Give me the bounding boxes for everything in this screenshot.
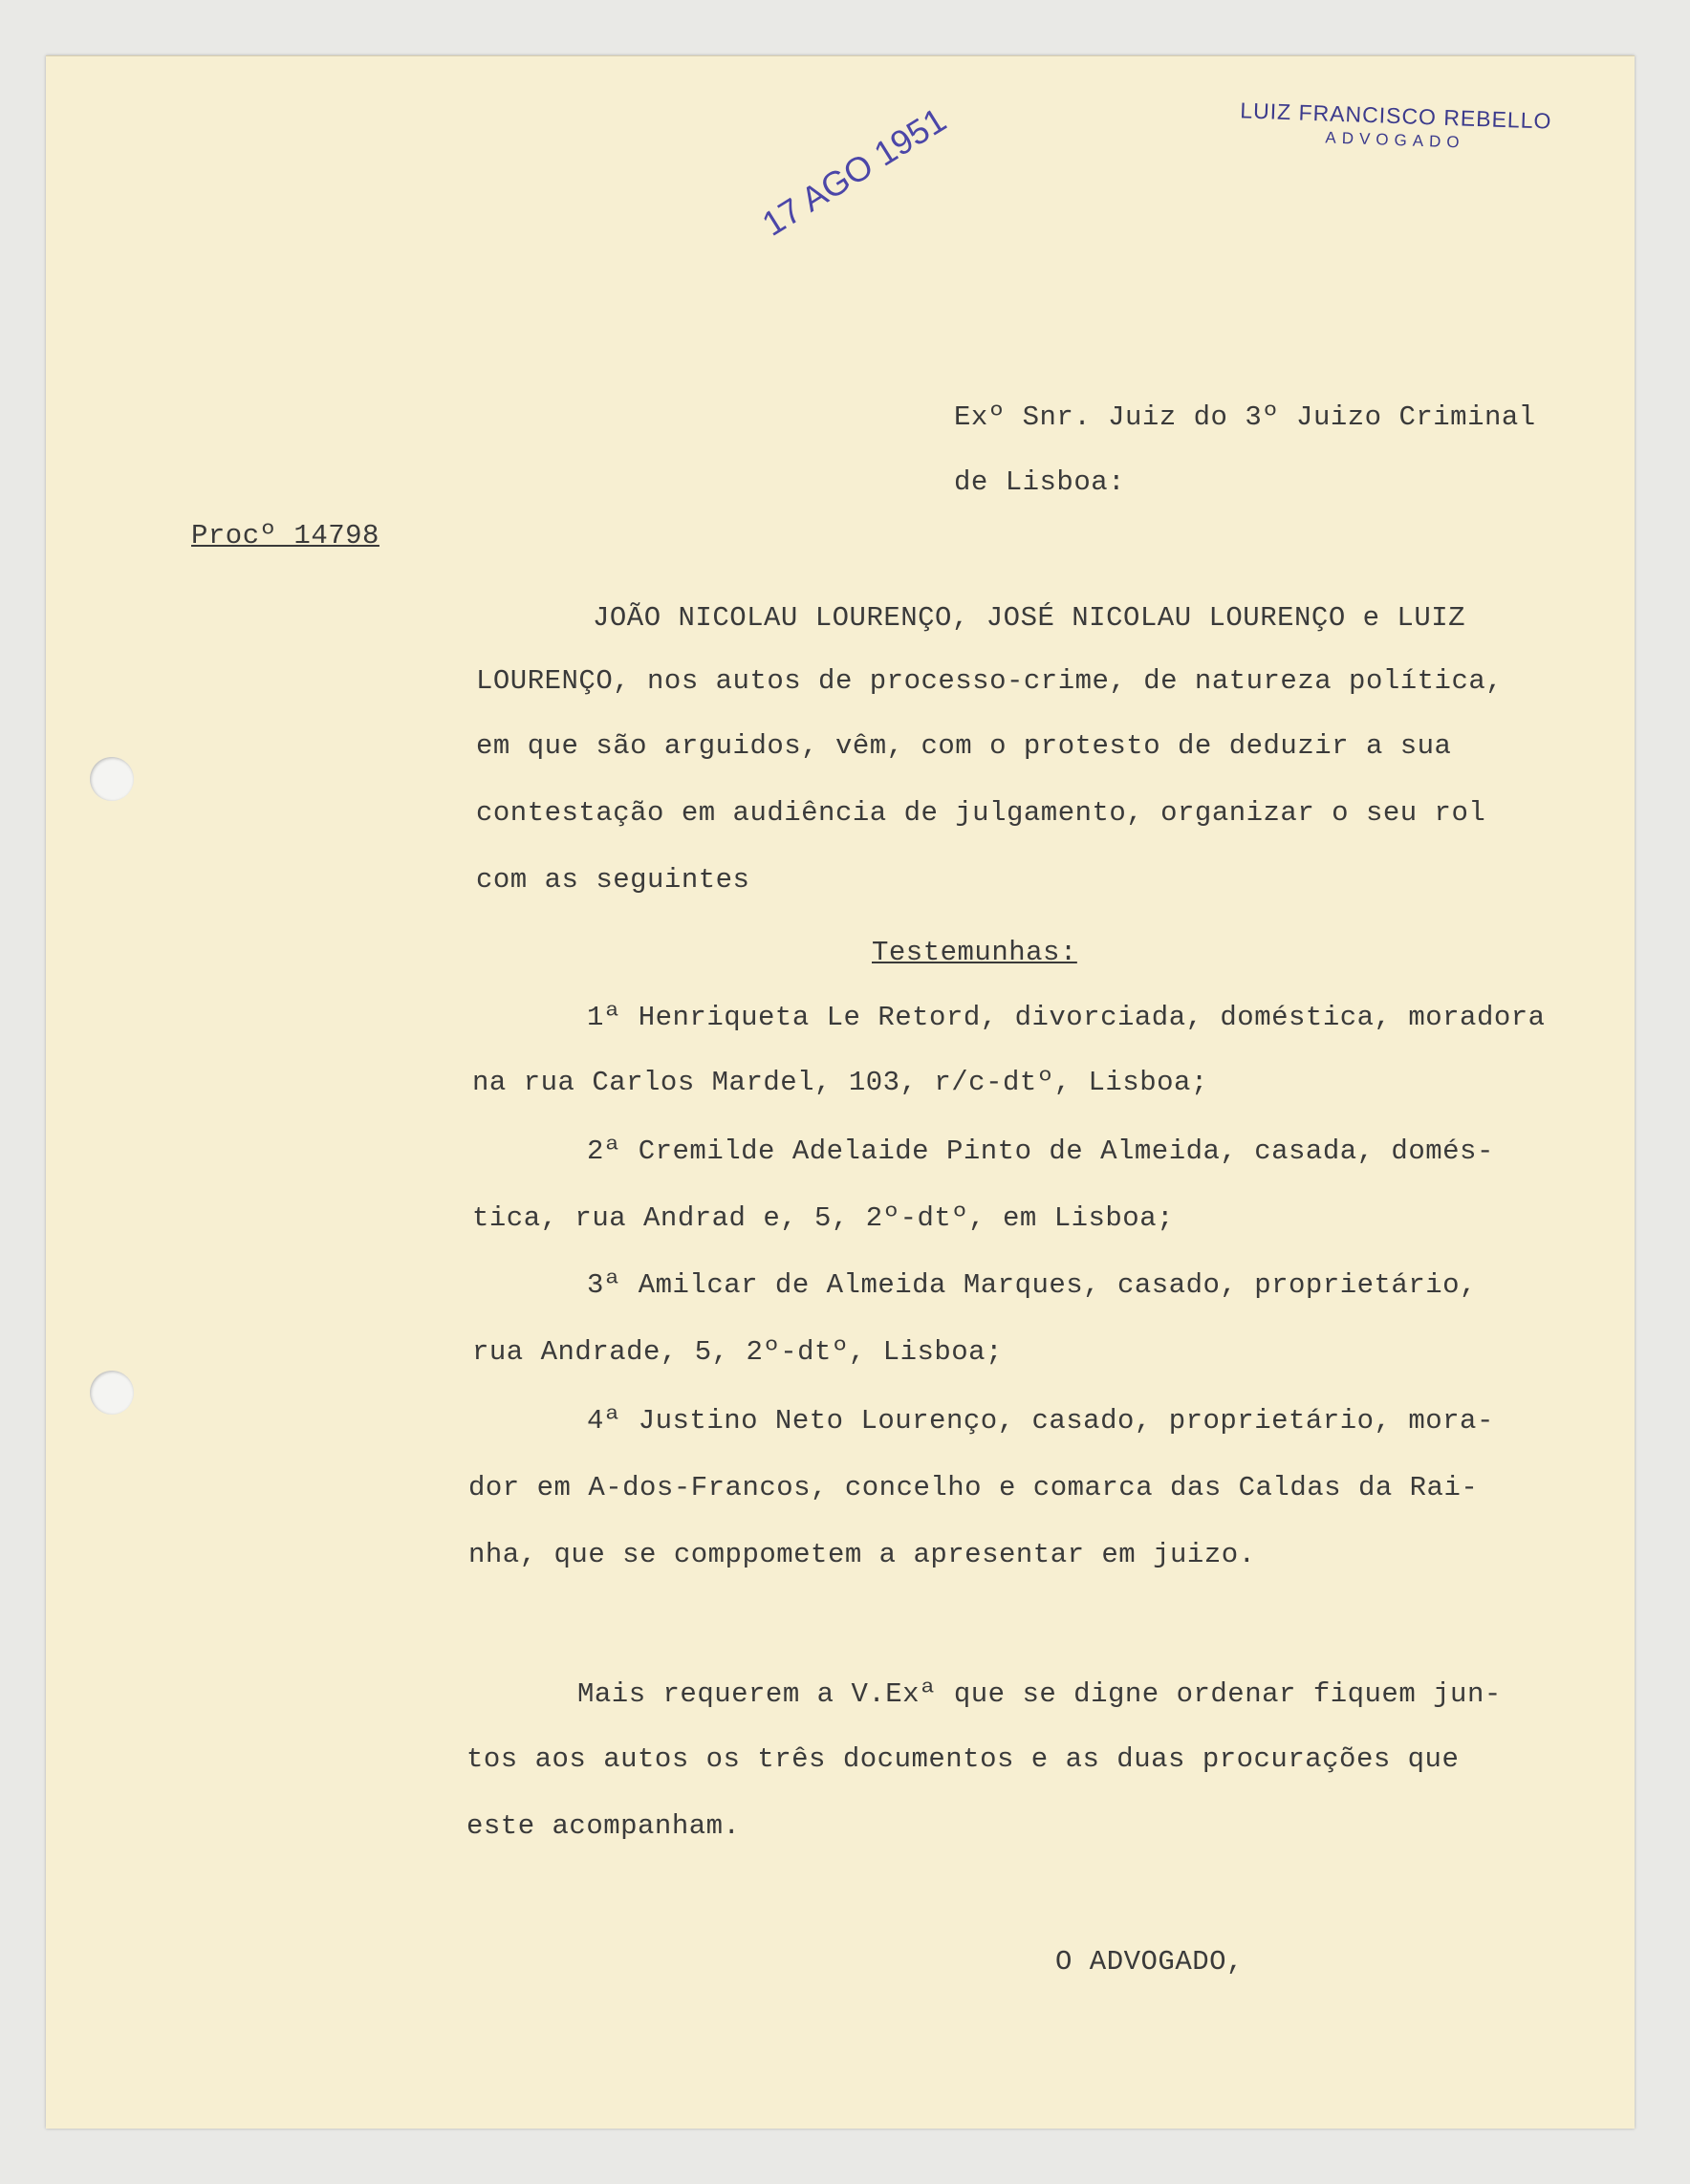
letterhead-name: LUIZ FRANCISCO REBELLO — [1239, 97, 1552, 134]
closing-line: Mais requerem a V.Exª que se digne ordenar fiquem jun- — [577, 1678, 1502, 1710]
addressee-line: Exº Snr. Juiz do 3º Juizo Criminal — [954, 401, 1536, 433]
intro-line: JOÃO NICOLAU LOURENÇO, JOSÉ NICOLAU LOURENÇO e LUIZ — [593, 602, 1466, 634]
date-stamp: 17 AGO 1951 — [755, 99, 953, 244]
process-reference: Procº 14798 — [191, 520, 379, 551]
intro-line: em que são arguidos, vêm, com o protesto de deduzir a sua — [476, 730, 1452, 762]
witnesses-heading: Testemunhas: — [872, 937, 1077, 968]
witness-line: rua Andrade, 5, 2º-dtº, Lisboa; — [472, 1336, 1003, 1368]
addressee-line: de Lisboa: — [954, 466, 1126, 498]
letterhead-role: ADVOGADO — [1325, 128, 1465, 152]
signature-line: O ADVOGADO, — [1055, 1946, 1244, 1978]
witness-line: 3ª Amilcar de Almeida Marques, casado, proprietário, — [587, 1269, 1477, 1301]
closing-line: tos aos autos os três documentos e as duas procurações que — [466, 1743, 1460, 1775]
witness-line: tica, rua Andrad e, 5, 2º-dtº, em Lisboa; — [472, 1202, 1175, 1234]
intro-line: LOURENÇO, nos autos de processo-crime, de natureza política, — [476, 665, 1504, 697]
witness-line: na rua Carlos Mardel, 103, r/c-dtº, Lisboa; — [472, 1067, 1208, 1098]
intro-line: com as seguintes — [476, 864, 750, 896]
witness-line: 2ª Cremilde Adelaide Pinto de Almeida, casada, domés- — [587, 1135, 1494, 1167]
punch-hole — [90, 1371, 134, 1415]
witness-line: 1ª Henriqueta Le Retord, divorciada, doméstica, moradora — [587, 1002, 1546, 1033]
witness-line: dor em A-dos-Francos, concelho e comarca das Caldas da Rai- — [468, 1472, 1479, 1503]
witness-line: 4ª Justino Neto Lourenço, casado, proprietário, mora- — [587, 1405, 1494, 1437]
punch-hole — [90, 757, 134, 801]
closing-line: este acompanham. — [466, 1810, 741, 1842]
witness-line: nha, que se comppometem a apresentar em juizo. — [468, 1539, 1256, 1570]
intro-line: contestação em audiência de julgamento, organizar o seu rol — [476, 797, 1486, 829]
